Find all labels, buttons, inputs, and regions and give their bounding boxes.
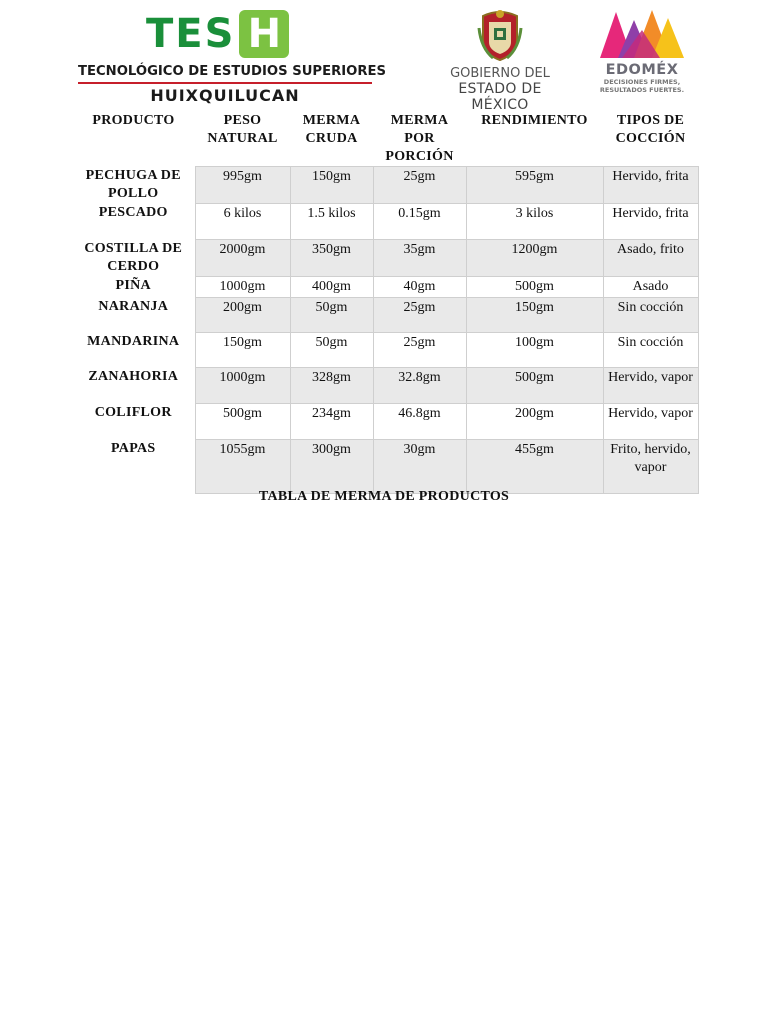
table-row bbox=[72, 440, 698, 494]
table-caption: TABLA DE MERMA DE PRODUCTOS bbox=[258, 489, 510, 504]
cell-coccion: Frito, hervido, vapor bbox=[603, 440, 698, 494]
cell-producto: PECHUGA DE POLLO bbox=[72, 167, 195, 204]
cell-merma-porcion: 32.8gm bbox=[373, 368, 466, 404]
cell-peso-natural: 500gm bbox=[195, 404, 290, 440]
table-row bbox=[72, 368, 698, 404]
cell-producto: PIÑA bbox=[72, 277, 195, 298]
cell-merma-cruda: 350gm bbox=[290, 240, 373, 277]
gobierno-estado-mexico-logo bbox=[430, 8, 570, 113]
table-row bbox=[72, 298, 698, 333]
cell-coccion: Asado bbox=[603, 277, 698, 298]
cell-peso-natural: 6 kilos bbox=[195, 204, 290, 240]
table-row bbox=[72, 404, 698, 440]
table-row bbox=[72, 204, 698, 240]
header-tipos-coccion: TIPOS DE COCCIÓN bbox=[615, 113, 686, 146]
cell-merma-porcion: 46.8gm bbox=[373, 404, 466, 440]
cell-rendimiento: 500gm bbox=[466, 368, 603, 404]
cell-rendimiento: 455gm bbox=[466, 440, 603, 494]
header-rendimiento: RENDIMIENTO bbox=[481, 113, 588, 128]
cell-peso-natural: 200gm bbox=[195, 298, 290, 333]
cell-peso-natural: 995gm bbox=[195, 167, 290, 204]
cell-rendimiento: 1200gm bbox=[466, 240, 603, 277]
cell-rendimiento: 595gm bbox=[466, 167, 603, 204]
cell-merma-porcion: 25gm bbox=[373, 298, 466, 333]
cell-merma-cruda: 1.5 kilos bbox=[290, 204, 373, 240]
gobierno-line1: GOBIERNO DEL bbox=[450, 66, 550, 81]
cell-rendimiento: 200gm bbox=[466, 404, 603, 440]
cell-coccion: Hervido, vapor bbox=[603, 368, 698, 404]
cell-producto: COLIFLOR bbox=[72, 404, 195, 440]
header-producto: PRODUCTO bbox=[92, 113, 175, 128]
cell-merma-cruda: 300gm bbox=[290, 440, 373, 494]
tesh-logo-h-badge: H bbox=[239, 10, 289, 58]
cell-coccion: Asado, frito bbox=[603, 240, 698, 277]
cell-peso-natural: 2000gm bbox=[195, 240, 290, 277]
cell-merma-porcion: 25gm bbox=[373, 333, 466, 368]
cell-merma-cruda: 150gm bbox=[290, 167, 373, 204]
tesh-logo-subtitle: TECNOLÓGICO DE ESTUDIOS SUPERIORES bbox=[78, 64, 387, 79]
cell-peso-natural: 1000gm bbox=[195, 277, 290, 298]
tesh-logo-letters: TES bbox=[146, 11, 236, 57]
cell-coccion: Hervido, vapor bbox=[603, 404, 698, 440]
table-row bbox=[72, 333, 698, 368]
cell-producto: PESCADO bbox=[72, 204, 195, 240]
header-merma-cruda: MERMA CRUDA bbox=[302, 113, 361, 146]
tesh-logo bbox=[78, 8, 387, 106]
coat-of-arms-icon bbox=[477, 8, 523, 62]
cell-coccion: Hervido, frita bbox=[603, 204, 698, 240]
edomex-tagline-2: RESULTADOS FUERTES. bbox=[599, 86, 685, 94]
table-row bbox=[72, 240, 698, 277]
table-row bbox=[72, 167, 698, 204]
cell-merma-porcion: 35gm bbox=[373, 240, 466, 277]
cell-merma-cruda: 50gm bbox=[290, 333, 373, 368]
header-merma-porcion: MERMA POR PORCIÓN bbox=[385, 113, 454, 164]
cell-peso-natural: 1055gm bbox=[195, 440, 290, 494]
cell-merma-cruda: 234gm bbox=[290, 404, 373, 440]
cell-producto: PAPAS bbox=[72, 440, 195, 494]
table-row bbox=[72, 277, 698, 298]
cell-rendimiento: 3 kilos bbox=[466, 204, 603, 240]
merma-table bbox=[72, 110, 699, 494]
header-peso-natural: PESO NATURAL bbox=[207, 113, 278, 146]
cell-rendimiento: 150gm bbox=[466, 298, 603, 333]
cell-producto: ZANAHORIA bbox=[72, 368, 195, 404]
cell-merma-porcion: 30gm bbox=[373, 440, 466, 494]
edomex-mountains-icon bbox=[598, 8, 686, 60]
cell-coccion: Sin cocción bbox=[603, 298, 698, 333]
table-header-row bbox=[72, 110, 698, 167]
cell-peso-natural: 150gm bbox=[195, 333, 290, 368]
cell-rendimiento: 100gm bbox=[466, 333, 603, 368]
cell-peso-natural: 1000gm bbox=[195, 368, 290, 404]
cell-merma-cruda: 50gm bbox=[290, 298, 373, 333]
cell-producto: NARANJA bbox=[72, 298, 195, 333]
cell-rendimiento: 500gm bbox=[466, 277, 603, 298]
cell-merma-cruda: 400gm bbox=[290, 277, 373, 298]
edomex-logo bbox=[592, 8, 692, 104]
cell-coccion: Hervido, frita bbox=[603, 167, 698, 204]
gobierno-line2: ESTADO DE MÉXICO bbox=[458, 81, 542, 113]
tesh-logo-place: HUIXQUILUCAN bbox=[150, 86, 300, 105]
edomex-name: EDOMÉX bbox=[605, 62, 679, 78]
cell-coccion: Sin cocción bbox=[603, 333, 698, 368]
cell-merma-porcion: 40gm bbox=[373, 277, 466, 298]
tesh-logo-rule bbox=[78, 82, 372, 84]
edomex-tagline-1: DECISIONES FIRMES, bbox=[603, 78, 681, 86]
cell-producto: MANDARINA bbox=[72, 333, 195, 368]
cell-merma-cruda: 328gm bbox=[290, 368, 373, 404]
cell-merma-porcion: 25gm bbox=[373, 167, 466, 204]
cell-merma-porcion: 0.15gm bbox=[373, 204, 466, 240]
cell-producto: COSTILLA DE CERDO bbox=[72, 240, 195, 277]
